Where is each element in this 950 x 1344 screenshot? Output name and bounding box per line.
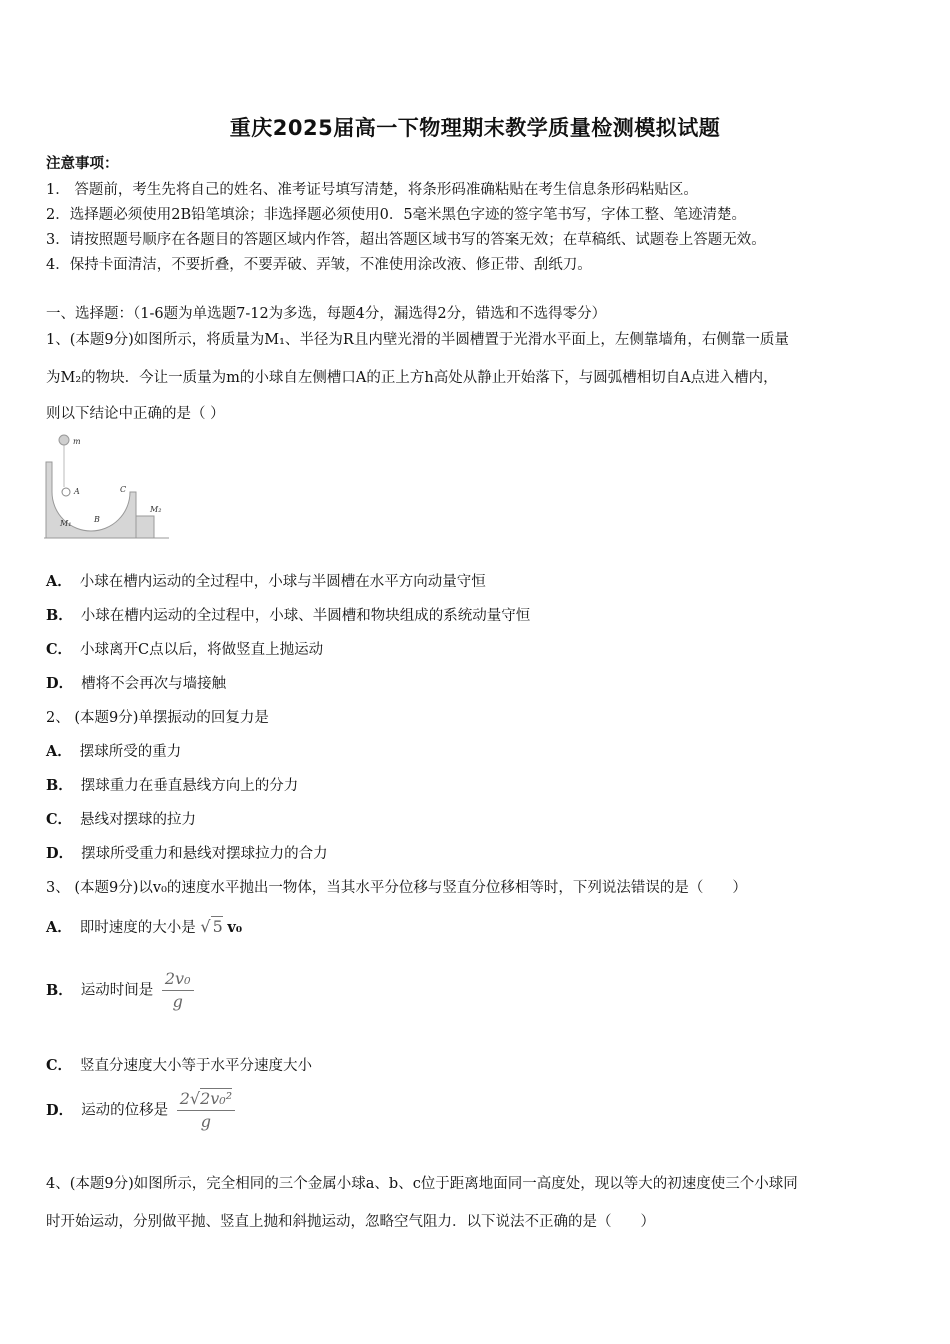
label-a: A <box>74 487 80 496</box>
notice-item-2: 2．选择题必须使用2B铅笔填涂；非选择题必须使用0．5毫米黑色字迹的签字笔书写，字体工整、笔迹清楚。 <box>46 207 747 223</box>
ball-m-icon <box>59 435 69 445</box>
q2-option-d[interactable]: D． 摆球所受重力和悬线对摆球拉力的合力 <box>46 845 328 862</box>
q3-option-b[interactable]: B． 运动时间是 $\frac{\text{2v₀}}{g}$ <box>46 968 194 1013</box>
q1-half-groove-figure <box>44 432 174 542</box>
q3-stem: 3、 (本题9分)以v₀的速度水平抛出一物体，当其水平分位移与竖直分位移相等时，下列说法错误的是（ ） <box>46 880 747 896</box>
q1-stem-line-1: 1、(本题9分)如图所示，将质量为M₁、半径为R且内壁光滑的半圆槽置于光滑水平面上，左侧靠墙角，右侧靠一质量 <box>46 332 789 348</box>
q4-stem-line-2: 时开始运动，分别做平抛、竖直上抛和斜抛运动，忽略空气阻力．以下说法不正确的是（ ） <box>46 1214 655 1230</box>
q2-stem: 2、 (本题9分)单摆振动的回复力是 <box>46 710 269 726</box>
q3-option-c[interactable]: C． 竖直分速度大小等于水平分速度大小 <box>46 1057 313 1074</box>
label-m2: M₂ <box>150 505 162 514</box>
q1-option-b[interactable]: B． 小球在槽内运动的全过程中，小球、半圆槽和物块组成的系统动量守恒 <box>46 607 531 624</box>
q1-stem-line-2: 为M₂的物块．今让一质量为m的小球自左侧槽口A的正上方h高处从静止开始落下，与圆弧槽相切自A点进入槽内， <box>46 370 778 386</box>
label-c: C <box>120 485 127 494</box>
block-m2 <box>136 516 154 538</box>
label-m1: M₁ <box>60 519 72 528</box>
ball-at-a-icon <box>62 488 70 496</box>
q3-option-d[interactable]: D． 运动的位移是 $\frac{\text{2√2v₀²}}{g}$ <box>46 1088 235 1133</box>
displacement-fraction-formula: $\frac{\text{2√2v₀²}}{g}$ <box>177 1088 235 1133</box>
time-fraction-formula: $\frac{\text{2v₀}}{g}$ <box>162 968 194 1013</box>
q3-option-a[interactable]: A． 即时速度的大小是 √ 5 v₀ <box>46 917 243 936</box>
notice-heading: 注意事项： <box>46 155 119 172</box>
q1-stem-line-3: 则以下结论中正确的是（ ） <box>46 406 225 422</box>
sqrt-5-formula: √ 5 <box>200 917 223 936</box>
notice-item-3: 3．请按照题号顺序在各题目的答题区域内作答，超出答题区域书写的答案无效；在草稿纸、试题卷上答题无效。 <box>46 232 766 248</box>
q1-option-c[interactable]: C． 小球离开C点以后，将做竖直上抛运动 <box>46 641 324 658</box>
q4-stem-line-1: 4、(本题9分)如图所示，完全相同的三个金属小球a、b、c位于距离地面同一高度处，现以等大的初速度使三个小球同 <box>46 1176 798 1192</box>
q1-option-d[interactable]: D． 槽将不会再次与墙接触 <box>46 675 227 692</box>
q2-option-b[interactable]: B． 摆球重力在垂直悬线方向上的分力 <box>46 777 299 794</box>
label-b: B <box>94 515 100 524</box>
section-heading: 一、选择题：（1-6题为单选题7-12为多选，每题4分，漏选得2分，错选和不选得零分） <box>46 306 607 322</box>
notice-item-4: 4．保持卡面清洁，不要折叠，不要弄破、弄皱，不准使用涂改液、修正带、刮纸刀。 <box>46 257 592 273</box>
q1-option-a[interactable]: A． 小球在槽内运动的全过程中，小球与半圆槽在水平方向动量守恒 <box>46 573 486 590</box>
q2-option-c[interactable]: C． 悬线对摆球的拉力 <box>46 811 197 828</box>
notice-item-1: 1． 答题前，考生先将自己的姓名、准考证号填写清楚，将条形码准确粘贴在考生信息条形码粘贴区。 <box>46 182 698 198</box>
label-m: m <box>73 437 81 446</box>
q2-option-a[interactable]: A． 摆球所受的重力 <box>46 743 182 760</box>
page-title: 重庆2025届高一下物理期末教学质量检测模拟试题 <box>229 116 721 140</box>
